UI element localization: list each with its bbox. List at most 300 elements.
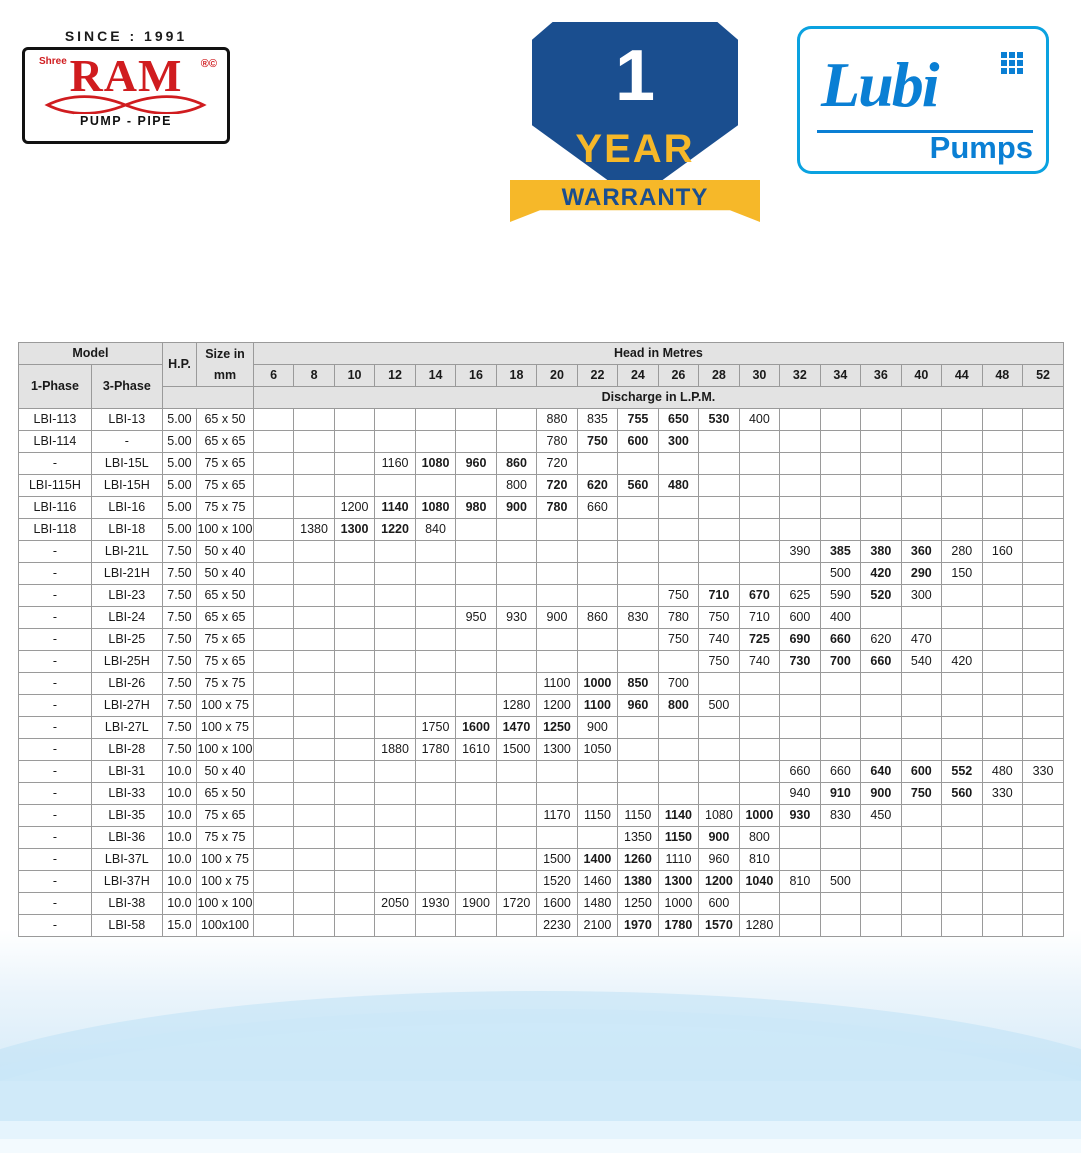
cell-discharge-10: [334, 893, 374, 915]
cell-discharge-30: 1040: [739, 871, 779, 893]
header: [0, 0, 1081, 270]
cell-discharge-10: [334, 651, 374, 673]
cell-3-phase: LBI-18: [91, 519, 162, 541]
cell-discharge-26: [658, 497, 698, 519]
cell-hp: 7.50: [162, 629, 196, 651]
cell-discharge-30: 810: [739, 849, 779, 871]
cell-discharge-26: [658, 761, 698, 783]
cell-discharge-6: [253, 673, 293, 695]
cell-discharge-8: [294, 607, 334, 629]
cell-discharge-20: 720: [537, 453, 577, 475]
cell-discharge-18: 1500: [496, 739, 536, 761]
cell-discharge-40: [901, 519, 941, 541]
cell-discharge-10: [334, 409, 374, 431]
cell-discharge-48: 160: [982, 541, 1022, 563]
cell-discharge-34: [820, 673, 860, 695]
table-row: [19, 805, 1064, 827]
cell-discharge-52: [1023, 497, 1064, 519]
cell-discharge-40: [901, 673, 941, 695]
cell-discharge-48: [982, 629, 1022, 651]
cell-discharge-20: 1100: [537, 673, 577, 695]
cell-3-phase: LBI-36: [91, 827, 162, 849]
cell-hp: 5.00: [162, 497, 196, 519]
cell-discharge-8: 1380: [294, 519, 334, 541]
cell-discharge-28: [699, 739, 739, 761]
cell-discharge-48: [982, 695, 1022, 717]
cell-discharge-34: [820, 717, 860, 739]
cell-discharge-32: [780, 739, 820, 761]
header-head-30: 30: [739, 365, 779, 387]
cell-1-phase: -: [19, 805, 92, 827]
cell-discharge-20: [537, 827, 577, 849]
cell-size: 100 x 100: [197, 739, 254, 761]
cell-discharge-20: 900: [537, 607, 577, 629]
cell-3-phase: LBI-31: [91, 761, 162, 783]
cell-discharge-18: [496, 431, 536, 453]
cell-discharge-6: [253, 717, 293, 739]
cell-1-phase: -: [19, 607, 92, 629]
cell-discharge-12: [375, 629, 415, 651]
cell-discharge-10: [334, 431, 374, 453]
cell-discharge-52: [1023, 585, 1064, 607]
cell-discharge-44: [942, 739, 982, 761]
header-head-22: 22: [577, 365, 617, 387]
cell-discharge-18: 1720: [496, 893, 536, 915]
cell-size: 75 x 65: [197, 651, 254, 673]
cell-discharge-34: [820, 431, 860, 453]
table-row: [19, 673, 1064, 695]
cell-discharge-14: [415, 475, 455, 497]
cell-size: 50 x 40: [197, 563, 254, 585]
cell-discharge-6: [253, 805, 293, 827]
cell-discharge-18: [496, 519, 536, 541]
cell-discharge-34: [820, 827, 860, 849]
cell-discharge-6: [253, 849, 293, 871]
cell-discharge-8: [294, 585, 334, 607]
cell-1-phase: -: [19, 717, 92, 739]
cell-discharge-52: [1023, 695, 1064, 717]
cell-discharge-28: [699, 497, 739, 519]
cell-discharge-16: [456, 849, 496, 871]
lubi-wordmark: Lubi: [821, 49, 938, 120]
cell-discharge-30: 400: [739, 409, 779, 431]
cell-discharge-34: 660: [820, 629, 860, 651]
cell-discharge-40: [901, 409, 941, 431]
cell-discharge-20: 780: [537, 497, 577, 519]
since-label: SINCE : 1991: [64, 28, 188, 44]
cell-discharge-24: [618, 739, 658, 761]
cell-discharge-10: [334, 739, 374, 761]
cell-discharge-28: 1570: [699, 915, 739, 937]
cell-discharge-44: [942, 519, 982, 541]
cell-discharge-52: [1023, 607, 1064, 629]
cell-discharge-10: [334, 673, 374, 695]
cell-discharge-28: 960: [699, 849, 739, 871]
cell-discharge-6: [253, 827, 293, 849]
cell-discharge-44: [942, 585, 982, 607]
lubi-dots-icon: [1001, 52, 1023, 74]
cell-discharge-10: [334, 629, 374, 651]
header-hp-size-spacer: [162, 387, 253, 409]
cell-discharge-34: 660: [820, 761, 860, 783]
cell-discharge-20: 720: [537, 475, 577, 497]
table-row: [19, 695, 1064, 717]
cell-discharge-32: 600: [780, 607, 820, 629]
cell-discharge-24: 1260: [618, 849, 658, 871]
cell-hp: 7.50: [162, 585, 196, 607]
cell-discharge-12: 1140: [375, 497, 415, 519]
warranty-number: 1: [614, 36, 656, 116]
cell-discharge-40: [901, 695, 941, 717]
cell-1-phase: -: [19, 541, 92, 563]
table-row: [19, 629, 1064, 651]
cell-discharge-34: 830: [820, 805, 860, 827]
cell-discharge-20: 880: [537, 409, 577, 431]
cell-hp: 5.00: [162, 453, 196, 475]
cell-1-phase: -: [19, 453, 92, 475]
cell-discharge-8: [294, 629, 334, 651]
cell-discharge-8: [294, 673, 334, 695]
cell-discharge-22: 2100: [577, 915, 617, 937]
cell-discharge-52: [1023, 563, 1064, 585]
cell-discharge-26: [658, 739, 698, 761]
cell-3-phase: LBI-15L: [91, 453, 162, 475]
header-head-14: 14: [415, 365, 455, 387]
cell-1-phase: -: [19, 871, 92, 893]
cell-discharge-30: [739, 717, 779, 739]
header-hp: H.P.: [162, 343, 196, 387]
cell-discharge-48: [982, 871, 1022, 893]
cell-discharge-32: 390: [780, 541, 820, 563]
cell-3-phase: LBI-37H: [91, 871, 162, 893]
cell-discharge-14: [415, 805, 455, 827]
cell-discharge-52: [1023, 651, 1064, 673]
cell-discharge-22: 620: [577, 475, 617, 497]
cell-discharge-12: 1880: [375, 739, 415, 761]
cell-discharge-16: 960: [456, 453, 496, 475]
header-head-40: 40: [901, 365, 941, 387]
header-head-32: 32: [780, 365, 820, 387]
cell-size: 75 x 65: [197, 629, 254, 651]
cell-discharge-12: [375, 607, 415, 629]
cell-1-phase: -: [19, 761, 92, 783]
cell-discharge-30: [739, 563, 779, 585]
cell-discharge-26: [658, 453, 698, 475]
cell-discharge-30: 710: [739, 607, 779, 629]
cell-discharge-6: [253, 475, 293, 497]
cell-discharge-40: 360: [901, 541, 941, 563]
cell-discharge-16: [456, 651, 496, 673]
cell-discharge-48: [982, 651, 1022, 673]
cell-discharge-16: [456, 761, 496, 783]
cell-discharge-36: [861, 453, 901, 475]
cell-discharge-6: [253, 629, 293, 651]
cell-discharge-8: [294, 497, 334, 519]
cell-1-phase: -: [19, 827, 92, 849]
cell-hp: 5.00: [162, 519, 196, 541]
cell-discharge-16: [456, 695, 496, 717]
cell-3-phase: LBI-21H: [91, 563, 162, 585]
cell-discharge-26: 780: [658, 607, 698, 629]
cell-discharge-44: [942, 695, 982, 717]
cell-discharge-8: [294, 739, 334, 761]
header-head-36: 36: [861, 365, 901, 387]
cell-discharge-14: [415, 629, 455, 651]
cell-discharge-24: 1250: [618, 893, 658, 915]
cell-discharge-28: [699, 673, 739, 695]
cell-discharge-24: 960: [618, 695, 658, 717]
cell-discharge-52: [1023, 871, 1064, 893]
cell-discharge-24: 850: [618, 673, 658, 695]
cell-discharge-30: [739, 541, 779, 563]
cell-discharge-22: 1100: [577, 695, 617, 717]
table-row: [19, 717, 1064, 739]
cell-hp: 7.50: [162, 541, 196, 563]
cell-hp: 5.00: [162, 475, 196, 497]
header-head-48: 48: [982, 365, 1022, 387]
cell-discharge-44: [942, 915, 982, 937]
header-3-phase: 3-Phase: [91, 365, 162, 409]
cell-discharge-44: [942, 497, 982, 519]
registered-mark: ®©: [200, 58, 217, 70]
cell-discharge-44: [942, 717, 982, 739]
cell-discharge-8: [294, 475, 334, 497]
cell-discharge-12: [375, 783, 415, 805]
cell-discharge-8: [294, 915, 334, 937]
cell-discharge-20: [537, 629, 577, 651]
cell-discharge-48: 480: [982, 761, 1022, 783]
cell-discharge-22: [577, 827, 617, 849]
cell-discharge-12: [375, 651, 415, 673]
cell-discharge-24: 1150: [618, 805, 658, 827]
cell-discharge-14: [415, 607, 455, 629]
cell-hp: 7.50: [162, 717, 196, 739]
cell-discharge-8: [294, 651, 334, 673]
cell-discharge-24: [618, 563, 658, 585]
cell-discharge-44: [942, 409, 982, 431]
cell-discharge-22: [577, 453, 617, 475]
cell-discharge-36: 620: [861, 629, 901, 651]
ram-footer-label: PUMP - PIPE: [74, 114, 178, 128]
cell-discharge-8: [294, 717, 334, 739]
cell-discharge-6: [253, 497, 293, 519]
cell-discharge-10: [334, 827, 374, 849]
cell-discharge-32: [780, 893, 820, 915]
cell-discharge-30: [739, 761, 779, 783]
cell-discharge-6: [253, 541, 293, 563]
cell-discharge-36: 640: [861, 761, 901, 783]
header-size: Size in mm: [197, 343, 254, 387]
cell-discharge-30: [739, 431, 779, 453]
cell-discharge-32: [780, 915, 820, 937]
cell-hp: 10.0: [162, 893, 196, 915]
cell-discharge-18: [496, 585, 536, 607]
cell-discharge-16: [456, 871, 496, 893]
cell-discharge-12: [375, 585, 415, 607]
cell-discharge-12: [375, 409, 415, 431]
cell-discharge-36: [861, 519, 901, 541]
cell-discharge-28: [699, 453, 739, 475]
cell-discharge-28: 530: [699, 409, 739, 431]
cell-discharge-44: 560: [942, 783, 982, 805]
table-row: [19, 871, 1064, 893]
cell-discharge-24: 1970: [618, 915, 658, 937]
cell-discharge-34: [820, 497, 860, 519]
cell-discharge-14: 1780: [415, 739, 455, 761]
cell-discharge-32: [780, 519, 820, 541]
header-head-16: 16: [456, 365, 496, 387]
cell-hp: 7.50: [162, 673, 196, 695]
header-head-20: 20: [537, 365, 577, 387]
cell-discharge-44: [942, 453, 982, 475]
cell-discharge-28: 750: [699, 607, 739, 629]
cell-discharge-20: [537, 541, 577, 563]
cell-discharge-20: 1170: [537, 805, 577, 827]
cell-discharge-48: [982, 497, 1022, 519]
table-row: [19, 893, 1064, 915]
cell-discharge-6: [253, 761, 293, 783]
cell-discharge-30: 800: [739, 827, 779, 849]
table-row: [19, 739, 1064, 761]
cell-1-phase: -: [19, 629, 92, 651]
cell-discharge-26: 1150: [658, 827, 698, 849]
cell-discharge-6: [253, 607, 293, 629]
cell-discharge-40: [901, 607, 941, 629]
cell-hp: 7.50: [162, 563, 196, 585]
cell-discharge-32: [780, 497, 820, 519]
cell-discharge-28: [699, 717, 739, 739]
cell-discharge-8: [294, 431, 334, 453]
cell-discharge-36: [861, 915, 901, 937]
cell-discharge-48: [982, 453, 1022, 475]
cell-discharge-24: [618, 453, 658, 475]
cell-1-phase: -: [19, 695, 92, 717]
cell-discharge-16: [456, 563, 496, 585]
cell-discharge-6: [253, 783, 293, 805]
shree-label: Shree: [39, 56, 67, 67]
cell-discharge-48: [982, 849, 1022, 871]
cell-discharge-14: 840: [415, 519, 455, 541]
cell-discharge-6: [253, 431, 293, 453]
cell-discharge-14: [415, 827, 455, 849]
cell-discharge-14: [415, 431, 455, 453]
cell-discharge-40: 290: [901, 563, 941, 585]
cell-discharge-20: 1600: [537, 893, 577, 915]
cell-discharge-52: 330: [1023, 761, 1064, 783]
cell-discharge-36: [861, 695, 901, 717]
header-head-18: 18: [496, 365, 536, 387]
cell-discharge-40: 750: [901, 783, 941, 805]
cell-discharge-26: [658, 541, 698, 563]
cell-1-phase: -: [19, 651, 92, 673]
cell-discharge-12: [375, 871, 415, 893]
cell-discharge-14: [415, 585, 455, 607]
cell-discharge-18: [496, 849, 536, 871]
cell-hp: 10.0: [162, 871, 196, 893]
cell-discharge-26: [658, 519, 698, 541]
cell-size: 100 x 75: [197, 871, 254, 893]
decorative-swoosh-1: [0, 991, 1081, 1121]
cell-discharge-48: [982, 563, 1022, 585]
cell-discharge-40: [901, 915, 941, 937]
cell-discharge-10: 1200: [334, 497, 374, 519]
cell-discharge-26: 300: [658, 431, 698, 453]
cell-discharge-34: 500: [820, 871, 860, 893]
header-head-8: 8: [294, 365, 334, 387]
cell-discharge-22: 1400: [577, 849, 617, 871]
table-row: [19, 519, 1064, 541]
table-row: [19, 761, 1064, 783]
table-row: [19, 607, 1064, 629]
cell-discharge-26: 700: [658, 673, 698, 695]
cell-discharge-12: 2050: [375, 893, 415, 915]
cell-discharge-22: [577, 585, 617, 607]
cell-discharge-20: [537, 651, 577, 673]
cell-discharge-32: 810: [780, 871, 820, 893]
cell-discharge-36: 660: [861, 651, 901, 673]
cell-discharge-12: [375, 695, 415, 717]
table-row: [19, 849, 1064, 871]
cell-discharge-34: [820, 739, 860, 761]
cell-discharge-52: [1023, 431, 1064, 453]
cell-discharge-40: [901, 453, 941, 475]
cell-hp: 10.0: [162, 761, 196, 783]
table-row: [19, 585, 1064, 607]
cell-discharge-40: 300: [901, 585, 941, 607]
cell-discharge-48: [982, 475, 1022, 497]
cell-discharge-12: [375, 915, 415, 937]
cell-discharge-30: 740: [739, 651, 779, 673]
cell-discharge-14: [415, 761, 455, 783]
cell-discharge-30: 670: [739, 585, 779, 607]
cell-discharge-16: [456, 541, 496, 563]
cell-discharge-10: [334, 695, 374, 717]
cell-discharge-16: [456, 915, 496, 937]
cell-discharge-32: [780, 475, 820, 497]
cell-discharge-8: [294, 761, 334, 783]
cell-discharge-8: [294, 783, 334, 805]
header-head-52: 52: [1023, 365, 1064, 387]
cell-discharge-32: [780, 673, 820, 695]
cell-discharge-40: 600: [901, 761, 941, 783]
cell-discharge-44: [942, 827, 982, 849]
cell-discharge-24: 560: [618, 475, 658, 497]
cell-discharge-28: [699, 783, 739, 805]
cell-3-phase: LBI-37L: [91, 849, 162, 871]
cell-discharge-22: 1000: [577, 673, 617, 695]
cell-discharge-10: [334, 541, 374, 563]
cell-discharge-30: [739, 783, 779, 805]
cell-discharge-14: 1080: [415, 497, 455, 519]
cell-discharge-34: [820, 475, 860, 497]
cell-discharge-34: [820, 849, 860, 871]
cell-discharge-34: 910: [820, 783, 860, 805]
cell-size: 75 x 65: [197, 453, 254, 475]
cell-discharge-48: 330: [982, 783, 1022, 805]
cell-discharge-22: 1050: [577, 739, 617, 761]
cell-discharge-14: [415, 783, 455, 805]
cell-discharge-28: 750: [699, 651, 739, 673]
cell-discharge-20: 1250: [537, 717, 577, 739]
cell-discharge-28: [699, 761, 739, 783]
cell-discharge-44: 420: [942, 651, 982, 673]
cell-discharge-44: 150: [942, 563, 982, 585]
cell-3-phase: LBI-24: [91, 607, 162, 629]
cell-discharge-12: [375, 717, 415, 739]
cell-discharge-36: [861, 673, 901, 695]
cell-discharge-22: [577, 651, 617, 673]
table-row: [19, 783, 1064, 805]
